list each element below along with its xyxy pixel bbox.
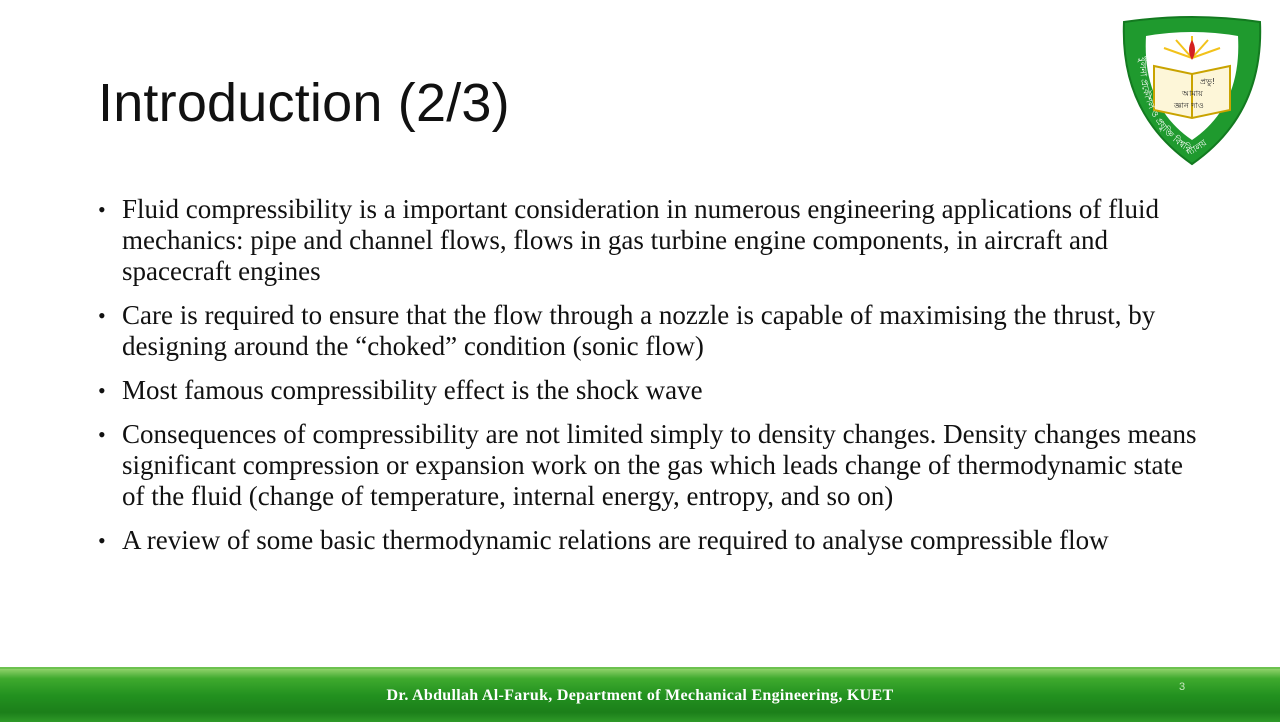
bullet-dot: • — [98, 528, 106, 553]
logo-ring-text: খুলনা প্রকৌশল ও প্রযুক্তি বিশ্ববিদ্যালয় — [1136, 56, 1210, 159]
page-number: 3 — [1178, 681, 1186, 693]
bullet-dot: • — [98, 197, 106, 222]
footer-text: Dr. Abdullah Al-Faruk, Department of Mechanical Engineering, KUET — [386, 687, 894, 704]
university-crest-icon — [1118, 14, 1266, 166]
bullet-text: A review of some basic thermodynamic relations are required to analyse compressible flow — [122, 525, 1109, 555]
slide-title: Introduction (2/3) — [98, 73, 510, 133]
bullet-item — [98, 419, 1208, 512]
footer-bar — [0, 667, 1280, 722]
bullet-list — [98, 194, 1208, 569]
logo-motto-line-3: জ্ঞান দাও — [1174, 101, 1204, 110]
bullet-item — [98, 375, 1208, 406]
bullet-item — [98, 194, 1208, 287]
bullet-item — [98, 525, 1208, 556]
bullet-dot: • — [98, 378, 106, 403]
logo-motto-line-1: প্রভু! — [1200, 77, 1216, 86]
bullet-text: Most famous compressibility effect is the shock wave — [122, 375, 703, 405]
bullet-text: Care is required to ensure that the flow through a nozzle is capable of maximising the thrust, by designing around the “choked” condition (sonic flow) — [122, 300, 1156, 361]
bullet-text: Consequences of compressibility are not limited simply to density changes. Density changes means significant compression or expansion work on the gas which leads change of thermodynamic state of the fluid (change of temperature, internal energy, entropy, and so on) — [122, 419, 1197, 511]
bullet-dot: • — [98, 422, 106, 447]
bullet-text: Fluid compressibility is a important consideration in numerous engineering applications of fluid mechanics: pipe and channel flows, flows in gas turbine engine components, in aircraft and spacecraft engines — [122, 194, 1160, 286]
logo-motto-line-2: আমায় — [1182, 89, 1203, 98]
bullet-item — [98, 300, 1208, 362]
bullet-dot: • — [98, 303, 106, 328]
